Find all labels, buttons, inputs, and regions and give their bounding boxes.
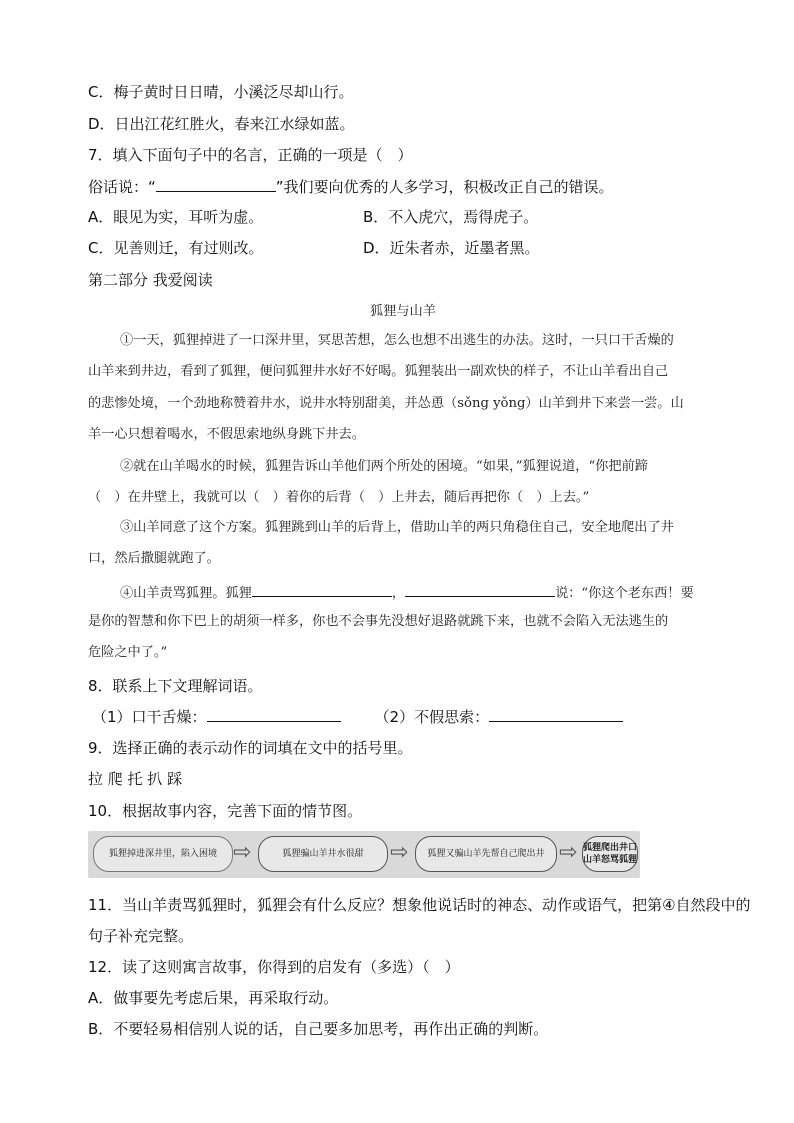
plot-box-2: 狐狸骗山羊井水很甜 xyxy=(258,836,388,872)
story-line: ③山羊同意了这个方案。狐狸跳到山羊的后背上，借助山羊的两只角稳住自己，安全地爬出了井 xyxy=(120,520,674,535)
question-8-stem: 8．联系上下文理解词语。 xyxy=(88,677,263,695)
question-7-options-ab xyxy=(88,207,648,227)
question-11-line-2: 句子补充完整。 xyxy=(88,927,194,945)
sentence-post: ”我们要向优秀的人多学习，积极改正自己的错误。 xyxy=(275,178,614,196)
answer-blank[interactable] xyxy=(405,581,555,597)
option-a: A．做事要先考虑后果，再采取行动。 xyxy=(88,989,339,1007)
story-line: 的悲惨处境，一个劲地称赞着井水，说井水特别甜美，并怂恿（sǒng yǒng）山羊到井下来尝一尝。山 xyxy=(88,396,684,411)
story-line: ①一天，狐狸掉进了一口深井里，冥思苦想，怎么也想不出逃生的办法。这时，一只口干舌燥的 xyxy=(120,333,674,348)
plot-box-3: 狐狸又骗山羊先帮自己爬出井 xyxy=(415,836,557,872)
answer-blank[interactable] xyxy=(156,176,276,192)
answer-blank[interactable] xyxy=(489,706,623,722)
p4-says: 说：“你这个老东西！要 xyxy=(555,586,694,601)
option-c: C．梅子黄时日日晴，小溪泛尽却山行。 xyxy=(88,83,354,101)
arrow-right-icon: ⇨ xyxy=(559,840,578,865)
p4-comma: ， xyxy=(391,586,406,601)
option-c: C．见善则迁，有过则改。 xyxy=(88,239,264,257)
plot-box-1: 狐狸掉进深井里，陷入困境 xyxy=(93,836,233,872)
story-line: 口，然后撒腿就跑了。 xyxy=(88,551,220,566)
plot-diagram xyxy=(88,831,640,878)
question-8-items xyxy=(92,706,623,727)
answer-blank[interactable] xyxy=(252,581,392,597)
p4-start: ④山羊责骂狐狸。狐狸 xyxy=(120,586,252,601)
story-line: 山羊来到井边，看到了狐狸，便问狐狸井水好不好喝。狐狸装出一副欢快的样子，不让山羊看出自己 xyxy=(88,364,669,379)
option-b: B．不入虎穴，焉得虎子。 xyxy=(363,208,539,226)
question-7-options-cd xyxy=(88,238,648,258)
sentence-pre: 俗话说：“ xyxy=(88,178,156,196)
option-a: A．眼见为实，耳听为虚。 xyxy=(88,208,264,226)
question-12-stem: 12．读了这则寓言故事，你得到的启发有（多选）（ ） xyxy=(88,958,460,976)
plot-box-4: 狐狸爬出井口 山羊怒骂狐狸 xyxy=(582,836,638,872)
question-9-stem: 9．选择正确的表示动作的词填在文中的括号里。 xyxy=(88,739,413,757)
item-1-label: （1）口干舌燥： xyxy=(92,708,207,726)
story-line: 危险之中了。” xyxy=(88,645,168,660)
answer-blank[interactable] xyxy=(207,706,341,722)
story-line: ②就在山羊喝水的时候，狐狸告诉山羊他们两个所处的困境。“如果，”狐狸说道，“你把前蹄 xyxy=(120,459,648,474)
word-bank: 拉 爬 托 扒 踩 xyxy=(88,770,183,788)
story-title: 狐狸与山羊 xyxy=(370,304,436,319)
story-line: 羊一心只想着喝水，不假思索地纵身跳下井去。 xyxy=(88,427,365,442)
option-d: D．日出江花红胜火，春来江水绿如蓝。 xyxy=(88,115,355,133)
question-10-stem: 10．根据故事内容，完善下面的情节图。 xyxy=(88,802,363,820)
story-line xyxy=(120,581,694,604)
item-2-label: （2）不假思索： xyxy=(374,708,490,726)
story-line: （ ）在井壁上，我就可以（ ）着你的后背（ ）上井去，随后再把你（ ）上去。” xyxy=(88,490,590,505)
arrow-right-icon: ⇨ xyxy=(390,840,409,865)
section-heading: 第二部分 我爱阅读 xyxy=(88,271,213,289)
question-11-line-1: 11．当山羊责骂狐狸时，狐狸会有什么反应？想象他说话时的神态、动作或语气，把第④自然段中的 xyxy=(88,896,751,914)
option-b: B．不要轻易相信别人说的话，自己要多加思考，再作出正确的判断。 xyxy=(88,1020,549,1038)
question-7-sentence xyxy=(88,176,614,197)
arrow-right-icon: ⇨ xyxy=(233,840,252,865)
question-7-stem: 7．填入下面句子中的名言，正确的一项是（ ） xyxy=(88,146,413,164)
option-d: D．近朱者赤，近墨者黑。 xyxy=(363,239,540,257)
story-line: 是你的智慧和你下巴上的胡须一样多，你也不会事先没想好退路就跳下来，也就不会陷入无法逃生的 xyxy=(88,614,669,629)
